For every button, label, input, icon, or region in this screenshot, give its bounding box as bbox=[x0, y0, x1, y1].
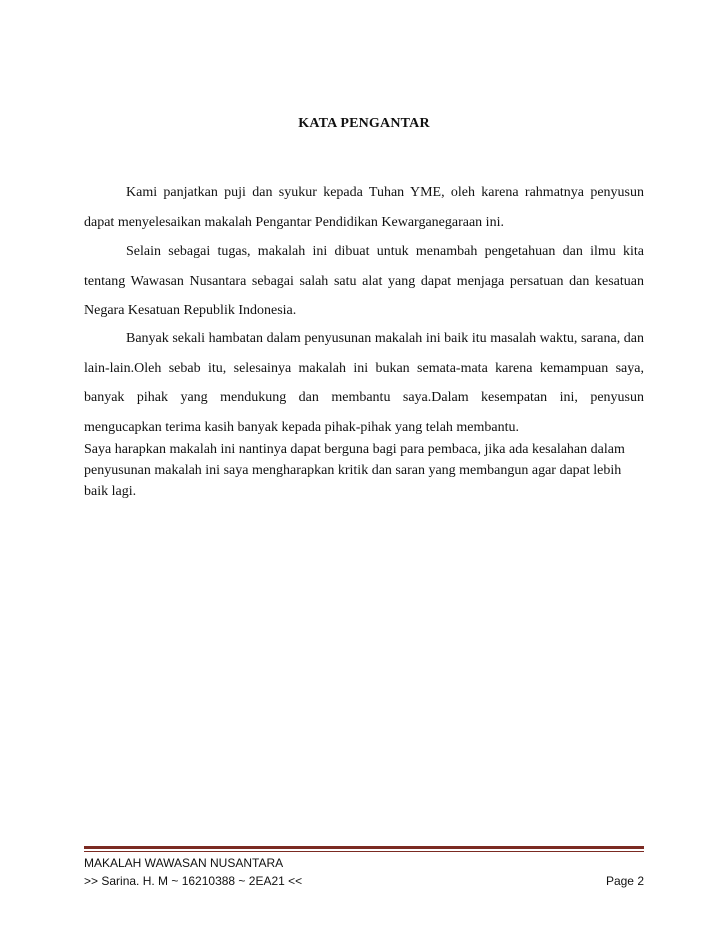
footer-divider bbox=[84, 846, 644, 849]
paragraph-text: Kami panjatkan puji dan syukur kepada Tuhan YME, oleh karena rahmatnya penyusun dapat menyelesaikan makalah Pengantar Pendidikan Kewarganegaraan ini. bbox=[84, 185, 644, 230]
page-number: Page 2 bbox=[605, 874, 644, 888]
page-title: KATA PENGANTAR bbox=[298, 116, 430, 131]
paragraph-4 bbox=[84, 439, 644, 502]
paragraph-1 bbox=[84, 178, 644, 237]
footer-row bbox=[84, 872, 644, 890]
page-footer bbox=[84, 854, 644, 890]
paragraph-3 bbox=[84, 324, 644, 442]
paragraph-text: Saya harapkan makalah ini nantinya dapat berguna bagi para pembaca, jika ada kesalahan dalam penyusunan makalah ini saya mengharapkan kritik dan saran yang membangun agar dapat lebih baik lagi. bbox=[84, 442, 625, 499]
footer-divider-thin bbox=[84, 851, 644, 852]
paragraph-text: Selain sebagai tugas, makalah ini dibuat untuk menambah pengetahuan dan ilmu kita tentang Wawasan Nusantara sebagai salah satu alat yang dapat menjaga persatuan dan kesatuan Negara Kesatuan Republik Indonesia. bbox=[84, 244, 644, 318]
paragraph-text: Banyak sekali hambatan dalam penyusunan makalah ini baik itu masalah waktu, sarana, dan lain-lain.Oleh sebab itu, selesainya makalah ini bukan semata-mata karena kemampuan saya, banyak pihak yang mendukung dan membantu saya.Dalam kesempatan ini, penyusun mengucapkan terima kasih banyak kepada pihak-pihak yang telah membantu. bbox=[84, 331, 644, 435]
paragraph-2 bbox=[84, 237, 644, 326]
footer-title: MAKALAH WAWASAN NUSANTARA bbox=[84, 856, 284, 870]
footer-author: >> Sarina. H. M ~ 16210388 ~ 2EA21 << bbox=[84, 874, 303, 888]
